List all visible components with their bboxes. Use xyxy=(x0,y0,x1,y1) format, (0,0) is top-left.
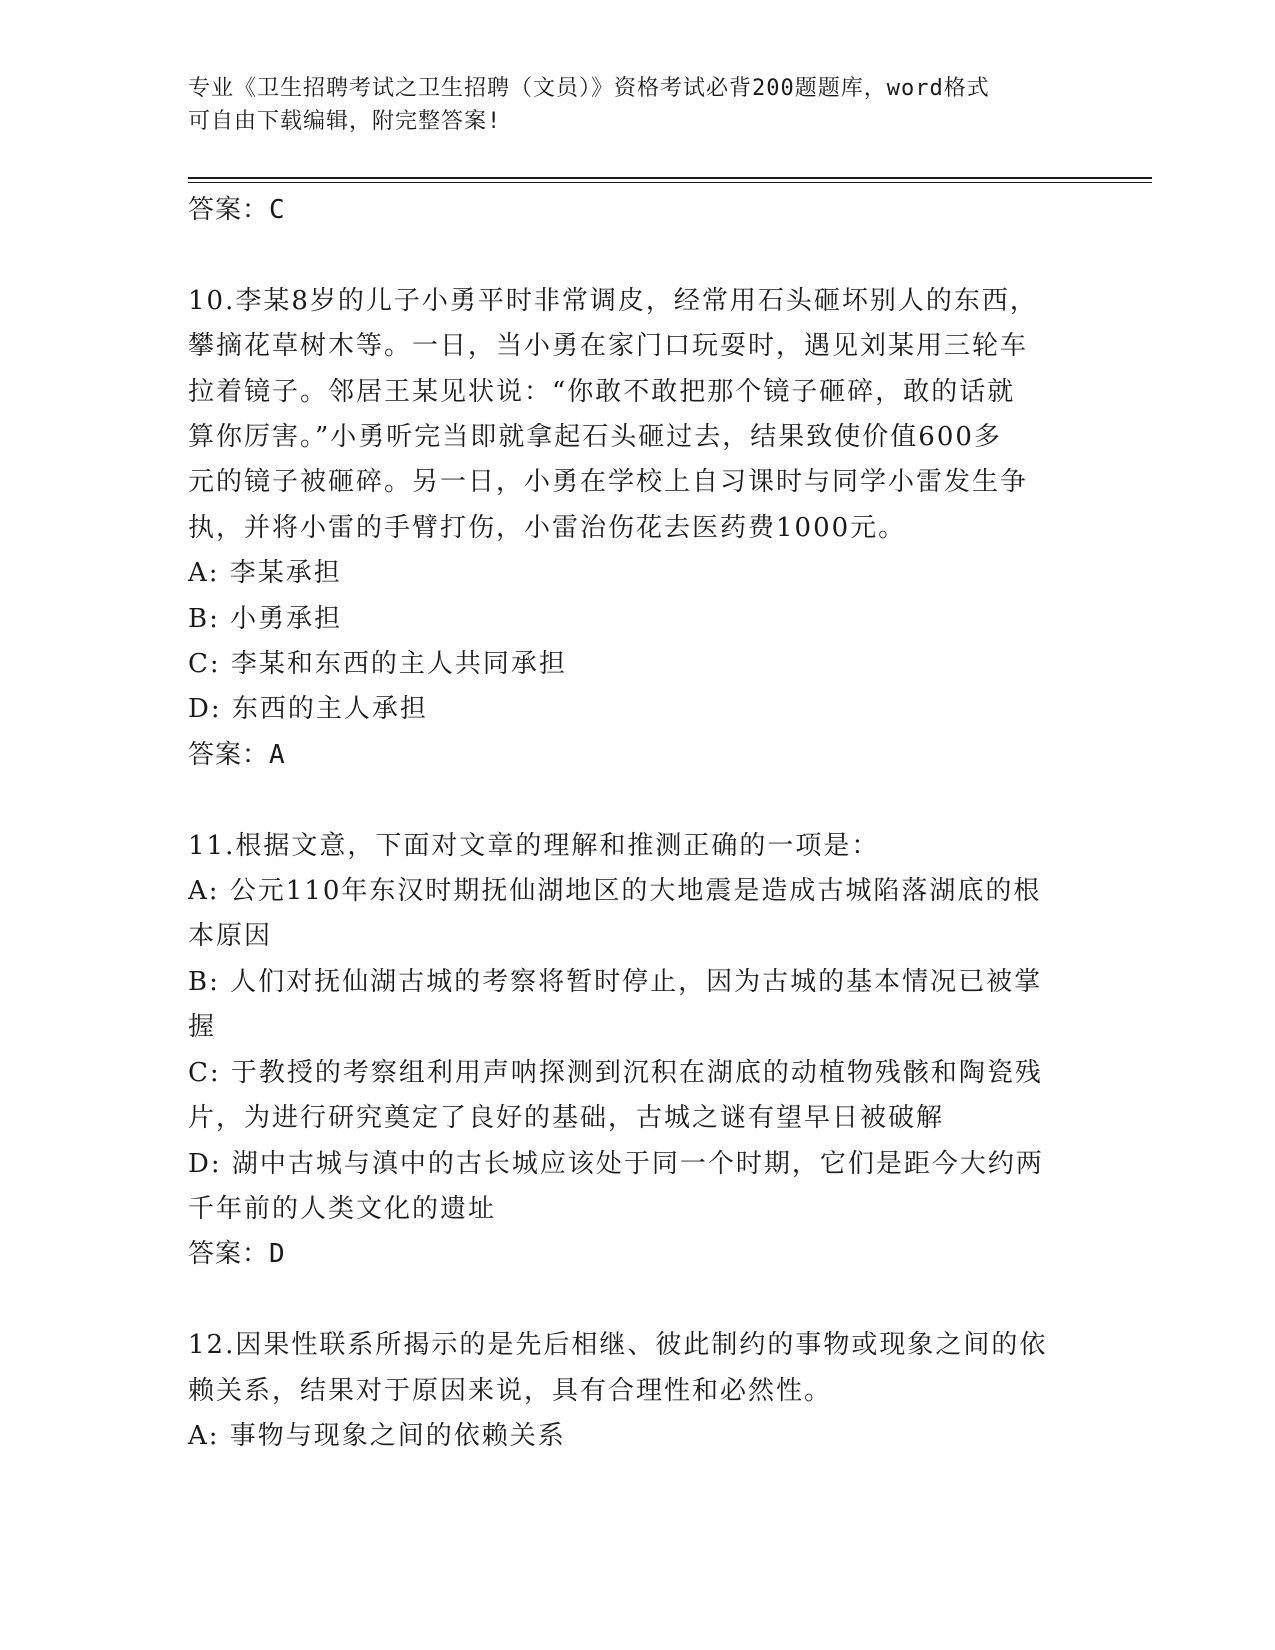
document-body xyxy=(188,188,1078,1459)
option-a: A: 李某承担 xyxy=(188,558,342,589)
answer-label: 答案： xyxy=(188,1239,270,1270)
spacer xyxy=(188,1278,1078,1323)
answer-label: 答案： xyxy=(188,195,270,225)
header-line-1: 专业《卫生招聘考试之卫生招聘（文员）》资格考试必背200题题库，word格式 xyxy=(188,76,990,101)
option-b: B: 小勇承担 xyxy=(188,603,343,634)
question-text-line: 赖关系，结果对于原因来说，具有合理性和必然性。 xyxy=(188,1375,833,1406)
option-b-continued: 握 xyxy=(188,1012,217,1043)
question-text-line: 10.李某8岁的儿子小勇平时非常调皮，经常用石头砸坏别人的东西， xyxy=(188,285,1038,316)
answer-value: C xyxy=(269,195,286,225)
option-c: C: 李某和东西的主人共同承担 xyxy=(188,649,567,680)
spacer xyxy=(188,778,1078,823)
question-text-line: 攀摘花草树木等。一日，当小勇在家门口玩耍时，遇见刘某用三轮车 xyxy=(188,331,1029,362)
header-rule-thin xyxy=(188,182,1152,183)
question-text-line: 算你厉害。”小勇听完当即就拿起石头砸过去，结果致使价值600多 xyxy=(188,422,1002,453)
answer xyxy=(188,1232,1078,1277)
question-text-line: 拉着镜子。邻居王某见状说：“你敢不敢把那个镜子砸碎，敢的话就 xyxy=(188,376,1016,407)
document-header xyxy=(188,72,1068,138)
option-a-continued: 本原因 xyxy=(188,921,273,952)
option-d: D: 湖中古城与滇中的古长城应该处于同一个时期，它们是距今大约两 xyxy=(188,1148,1044,1179)
answer xyxy=(188,733,1078,778)
prev-answer xyxy=(188,188,1078,233)
question-10 xyxy=(188,279,1078,778)
option-d-continued: 千年前的人类文化的遗址 xyxy=(188,1193,497,1224)
answer-value: D xyxy=(269,1239,286,1270)
spacer xyxy=(188,233,1078,278)
answer-value: A xyxy=(269,739,286,770)
question-12 xyxy=(188,1323,1078,1459)
header-rule-thick xyxy=(188,177,1152,179)
option-c-continued: 片，为进行研究奠定了良好的基础，古城之谜有望早日被破解 xyxy=(188,1103,945,1134)
option-b: B: 人们对抚仙湖古城的考察将暂时停止，因为古城的基本情况已被掌 xyxy=(188,966,1043,997)
option-c: C: 于教授的考察组利用声呐探测到沉积在湖底的动植物残骸和陶瓷残 xyxy=(188,1057,1043,1088)
question-text-line: 执，并将小雷的手臂打伤，小雷治伤花去医药费1000元。 xyxy=(188,512,907,543)
question-text-line: 11.根据文意，下面对文章的理解和推测正确的一项是： xyxy=(188,830,880,861)
option-d: D: 东西的主人承担 xyxy=(188,694,428,725)
question-text-line: 元的镜子被砸碎。另一日，小勇在学校上自习课时与同学小雷发生争 xyxy=(188,467,1029,498)
option-a: A: 事物与现象之间的依赖关系 xyxy=(188,1420,566,1451)
header-line-2: 可自由下载编辑，附完整答案! xyxy=(188,109,502,134)
question-text-line: 12.因果性联系所揭示的是先后相继、彼此制约的事物或现象之间的依 xyxy=(188,1330,1048,1361)
answer-label: 答案： xyxy=(188,739,270,770)
option-a: A: 公元110年东汉时期抚仙湖地区的大地震是造成古城陷落湖底的根 xyxy=(188,876,1042,907)
question-11 xyxy=(188,824,1078,1278)
